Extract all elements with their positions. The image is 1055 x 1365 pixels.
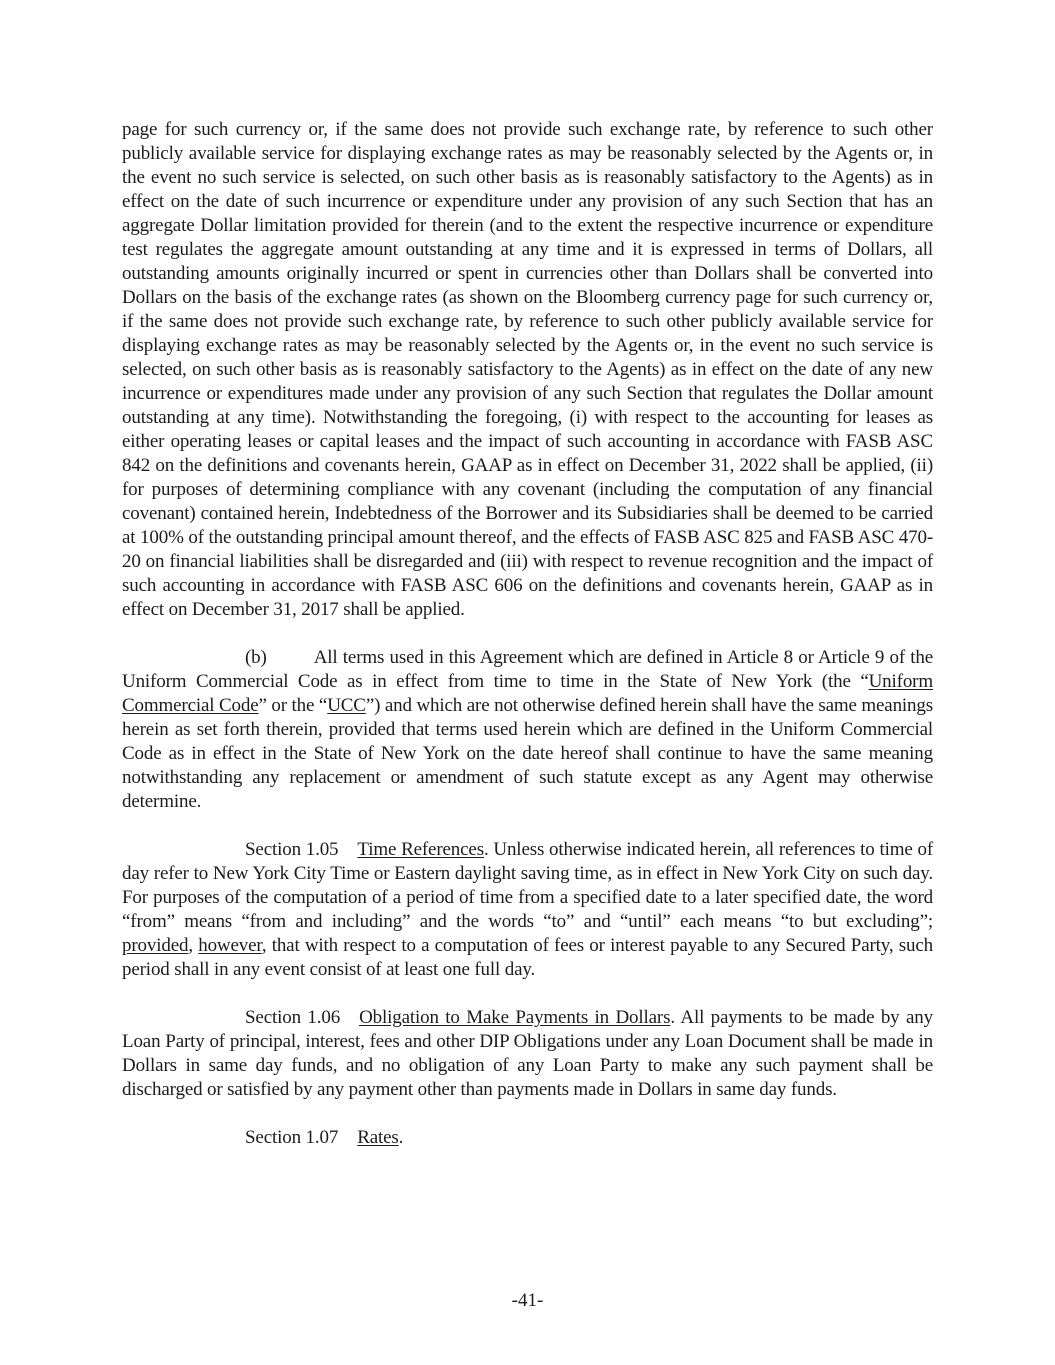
text-run: ”) and which are not otherwise defined herein shall have the same meanings herein as set forth therein, provided that terms used herein which are defined in the Uniform Commercial Code as in effect in the State of New York on the date hereof shall continue to have the same meaning notwithstanding any replacement or amendment of such statute except as any Agent may otherwise determine. bbox=[122, 695, 933, 812]
underlined-text: Time References bbox=[357, 839, 484, 860]
text-run: , bbox=[188, 935, 199, 956]
text-run: ” or the “ bbox=[258, 695, 328, 716]
text-run: , that with respect to a computation of fees or interest payable to any Secured Party, such period shall in any event consist of at least one full day. bbox=[122, 935, 933, 980]
text-run: . bbox=[398, 1127, 404, 1148]
underlined-text: however bbox=[198, 935, 262, 956]
section-1-05-paragraph bbox=[122, 838, 933, 982]
underlined-text: Rates bbox=[357, 1127, 399, 1148]
underlined-text: provided bbox=[122, 935, 189, 956]
text-run: page for such currency or, if the same does not provide such exchange rate, by reference to such other publicly available service for displaying exchange rates as may be reasonably selected by the Agents or, in the event no such service is selected, on such other basis as is reasonably satisfactory to the Agents) as in effect on the date of such incurrence or expenditure under any provision of any such Section that has an aggregate Dollar limitation provided for therein (and to the extent the respective incurrence or expenditure test regulates the aggregate amount outstanding at any time and it is expressed in terms of Dollars, all outstanding amounts originally incurred or spent in currencies other than Dollars shall be converted into Dollars on the basis of the exchange rates (as shown on the Bloomberg currency page for such currency or, if the same does not provide such exchange rate, by reference to such other publicly available service for displaying exchange rates as may be reasonably selected by the Agents or, in the event no such service is selected, on such other basis as is reasonably satisfactory to the Agents) as in effect on the date of any new incurrence or expenditures made under any provision of any such Section that regulates the Dollar amount outstanding at any time). Notwithstanding the foregoing, (i) with respect to the accounting for leases as either operating leases or capital leases and the impact of such accounting in accordance with FASB ASC 842 on the definitions and covenants herein, GAAP as in effect on December 31, 2022 shall be applied, (ii) for purposes of determining compliance with any covenant (including the computation of any financial covenant) contained herein, Indebtedness of the Borrower and its Subsidiaries shall be deemed to be carried at 100% of the outstanding principal amount thereof, and the effects of FASB ASC 825 and FASB ASC 470-20 on financial liabilities shall be disregarded and (iii) with respect to revenue recognition and the impact of such accounting in accordance with FASB ASC 606 on the definitions and covenants herein, GAAP as in effect on December 31, 2017 shall be applied. bbox=[122, 119, 933, 620]
section-1-06-paragraph bbox=[122, 1006, 933, 1102]
text-run: All terms used in this Agreement which are defined in Article 8 or Article 9 of the Uniform Commercial Code as in effect from time to time in the State of New York (the “ bbox=[122, 647, 933, 692]
tab-spacer bbox=[340, 1006, 359, 1030]
text-run: Section 1.07 bbox=[245, 1127, 339, 1148]
underlined-text: Uniform Commercial Code bbox=[122, 671, 933, 716]
tab-spacer bbox=[267, 646, 314, 670]
underlined-text: Obligation to Make Payments in Dollars bbox=[359, 1007, 671, 1028]
section-1-07-paragraph bbox=[122, 1126, 933, 1150]
page-number: -41- bbox=[511, 1290, 544, 1311]
text-run: Section 1.06 bbox=[245, 1007, 341, 1028]
tab-spacer bbox=[338, 1126, 357, 1150]
clause-b-paragraph bbox=[122, 646, 933, 814]
text-run: Section 1.05 bbox=[245, 839, 339, 860]
text-run: . All payments to be made by any Loan Party of principal, interest, fees and other DIP Obligations under any Loan Document shall be made in Dollars in same day funds, and no obligation of any Loan Party to make any such payment shall be discharged or satisfied by any payment other than payments made in Dollars in same day funds. bbox=[122, 1007, 933, 1100]
underlined-text: UCC bbox=[327, 695, 366, 716]
text-run: . Unless otherwise indicated herein, all references to time of day refer to New York City Time or Eastern daylight saving time, as in effect in New York City on such day. For purposes of the computation of a period of time from a specified date to a later specified date, the word “from” means “from and including” and the words “to” and “until” each means “to but excluding”; bbox=[122, 839, 933, 932]
tab-spacer bbox=[338, 838, 357, 862]
text-run: (b) bbox=[245, 647, 267, 668]
body-paragraph-continuation bbox=[122, 118, 933, 622]
